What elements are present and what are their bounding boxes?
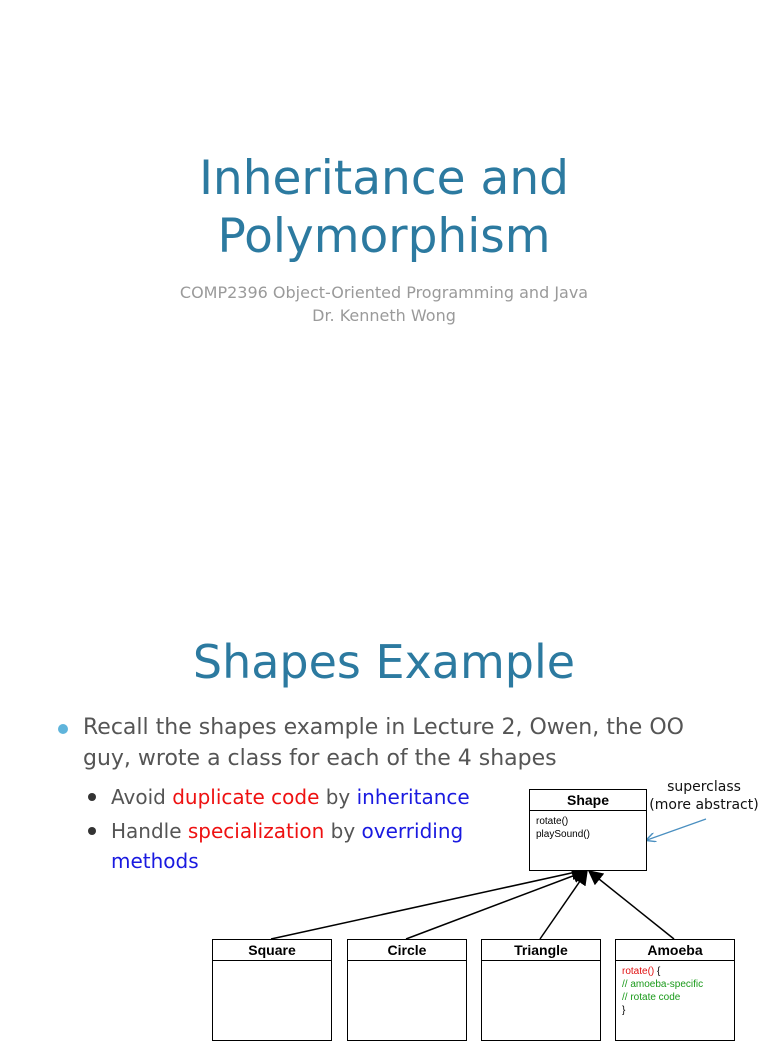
uml-class-triangle (481, 939, 601, 1041)
uml-class-amoeba (615, 939, 735, 1041)
highlight-overriding-methods: overriding methods (111, 819, 464, 873)
sub-text: by (319, 785, 357, 809)
code-brace: { (654, 966, 661, 977)
class-code (616, 961, 734, 1021)
class-name: Amoeba (616, 940, 734, 961)
sub-text: Handle (111, 819, 188, 843)
uml-class-shape (529, 789, 647, 871)
sub-text: Avoid (111, 785, 173, 809)
note-line-1: superclass (667, 779, 741, 795)
slide-title (0, 150, 768, 266)
arrow-triangle (540, 871, 587, 939)
arrow-amoeba (589, 871, 674, 939)
highlight-inheritance: inheritance (356, 785, 470, 809)
note-line-2: (more abstract) (649, 797, 759, 813)
code-method: rotate() (622, 966, 655, 977)
code-brace: } (622, 1005, 626, 1016)
code-comment: // amoeba-specific (622, 979, 704, 990)
highlight-duplicate-code: duplicate code (172, 785, 320, 809)
class-methods (530, 811, 646, 845)
class-name: Shape (530, 790, 646, 811)
sub-text: by (324, 819, 362, 843)
title-line-2: Polymorphism (217, 209, 551, 264)
class-name: Triangle (482, 940, 600, 961)
class-name: Square (213, 940, 331, 961)
main-bullet-text: Recall the shapes example in Lecture 2, Owen, the OO guy, wrote a class for each of the 4 shapes (83, 715, 684, 771)
title-slide (0, 0, 768, 512)
highlight-specialization: specialization (187, 819, 325, 843)
note-pointer (647, 819, 706, 840)
superclass-note (640, 778, 768, 814)
code-comment: // rotate code (622, 992, 681, 1003)
method: playSound() (536, 829, 590, 840)
course-name: COMP2396 Object-Oriented Programming and Java (179, 283, 589, 302)
method: rotate() (536, 816, 569, 827)
slide-title: Shapes Example (192, 635, 576, 689)
class-name: Circle (348, 940, 466, 961)
arrow-square (271, 870, 585, 939)
uml-class-circle (347, 939, 467, 1041)
uml-class-square (212, 939, 332, 1041)
slide-subtitle (0, 281, 768, 327)
title-line-1: Inheritance and (199, 151, 569, 206)
arrow-circle (406, 871, 586, 939)
lecturer-name: Dr. Kenneth Wong (312, 306, 456, 325)
shapes-example-slide (0, 600, 768, 1024)
